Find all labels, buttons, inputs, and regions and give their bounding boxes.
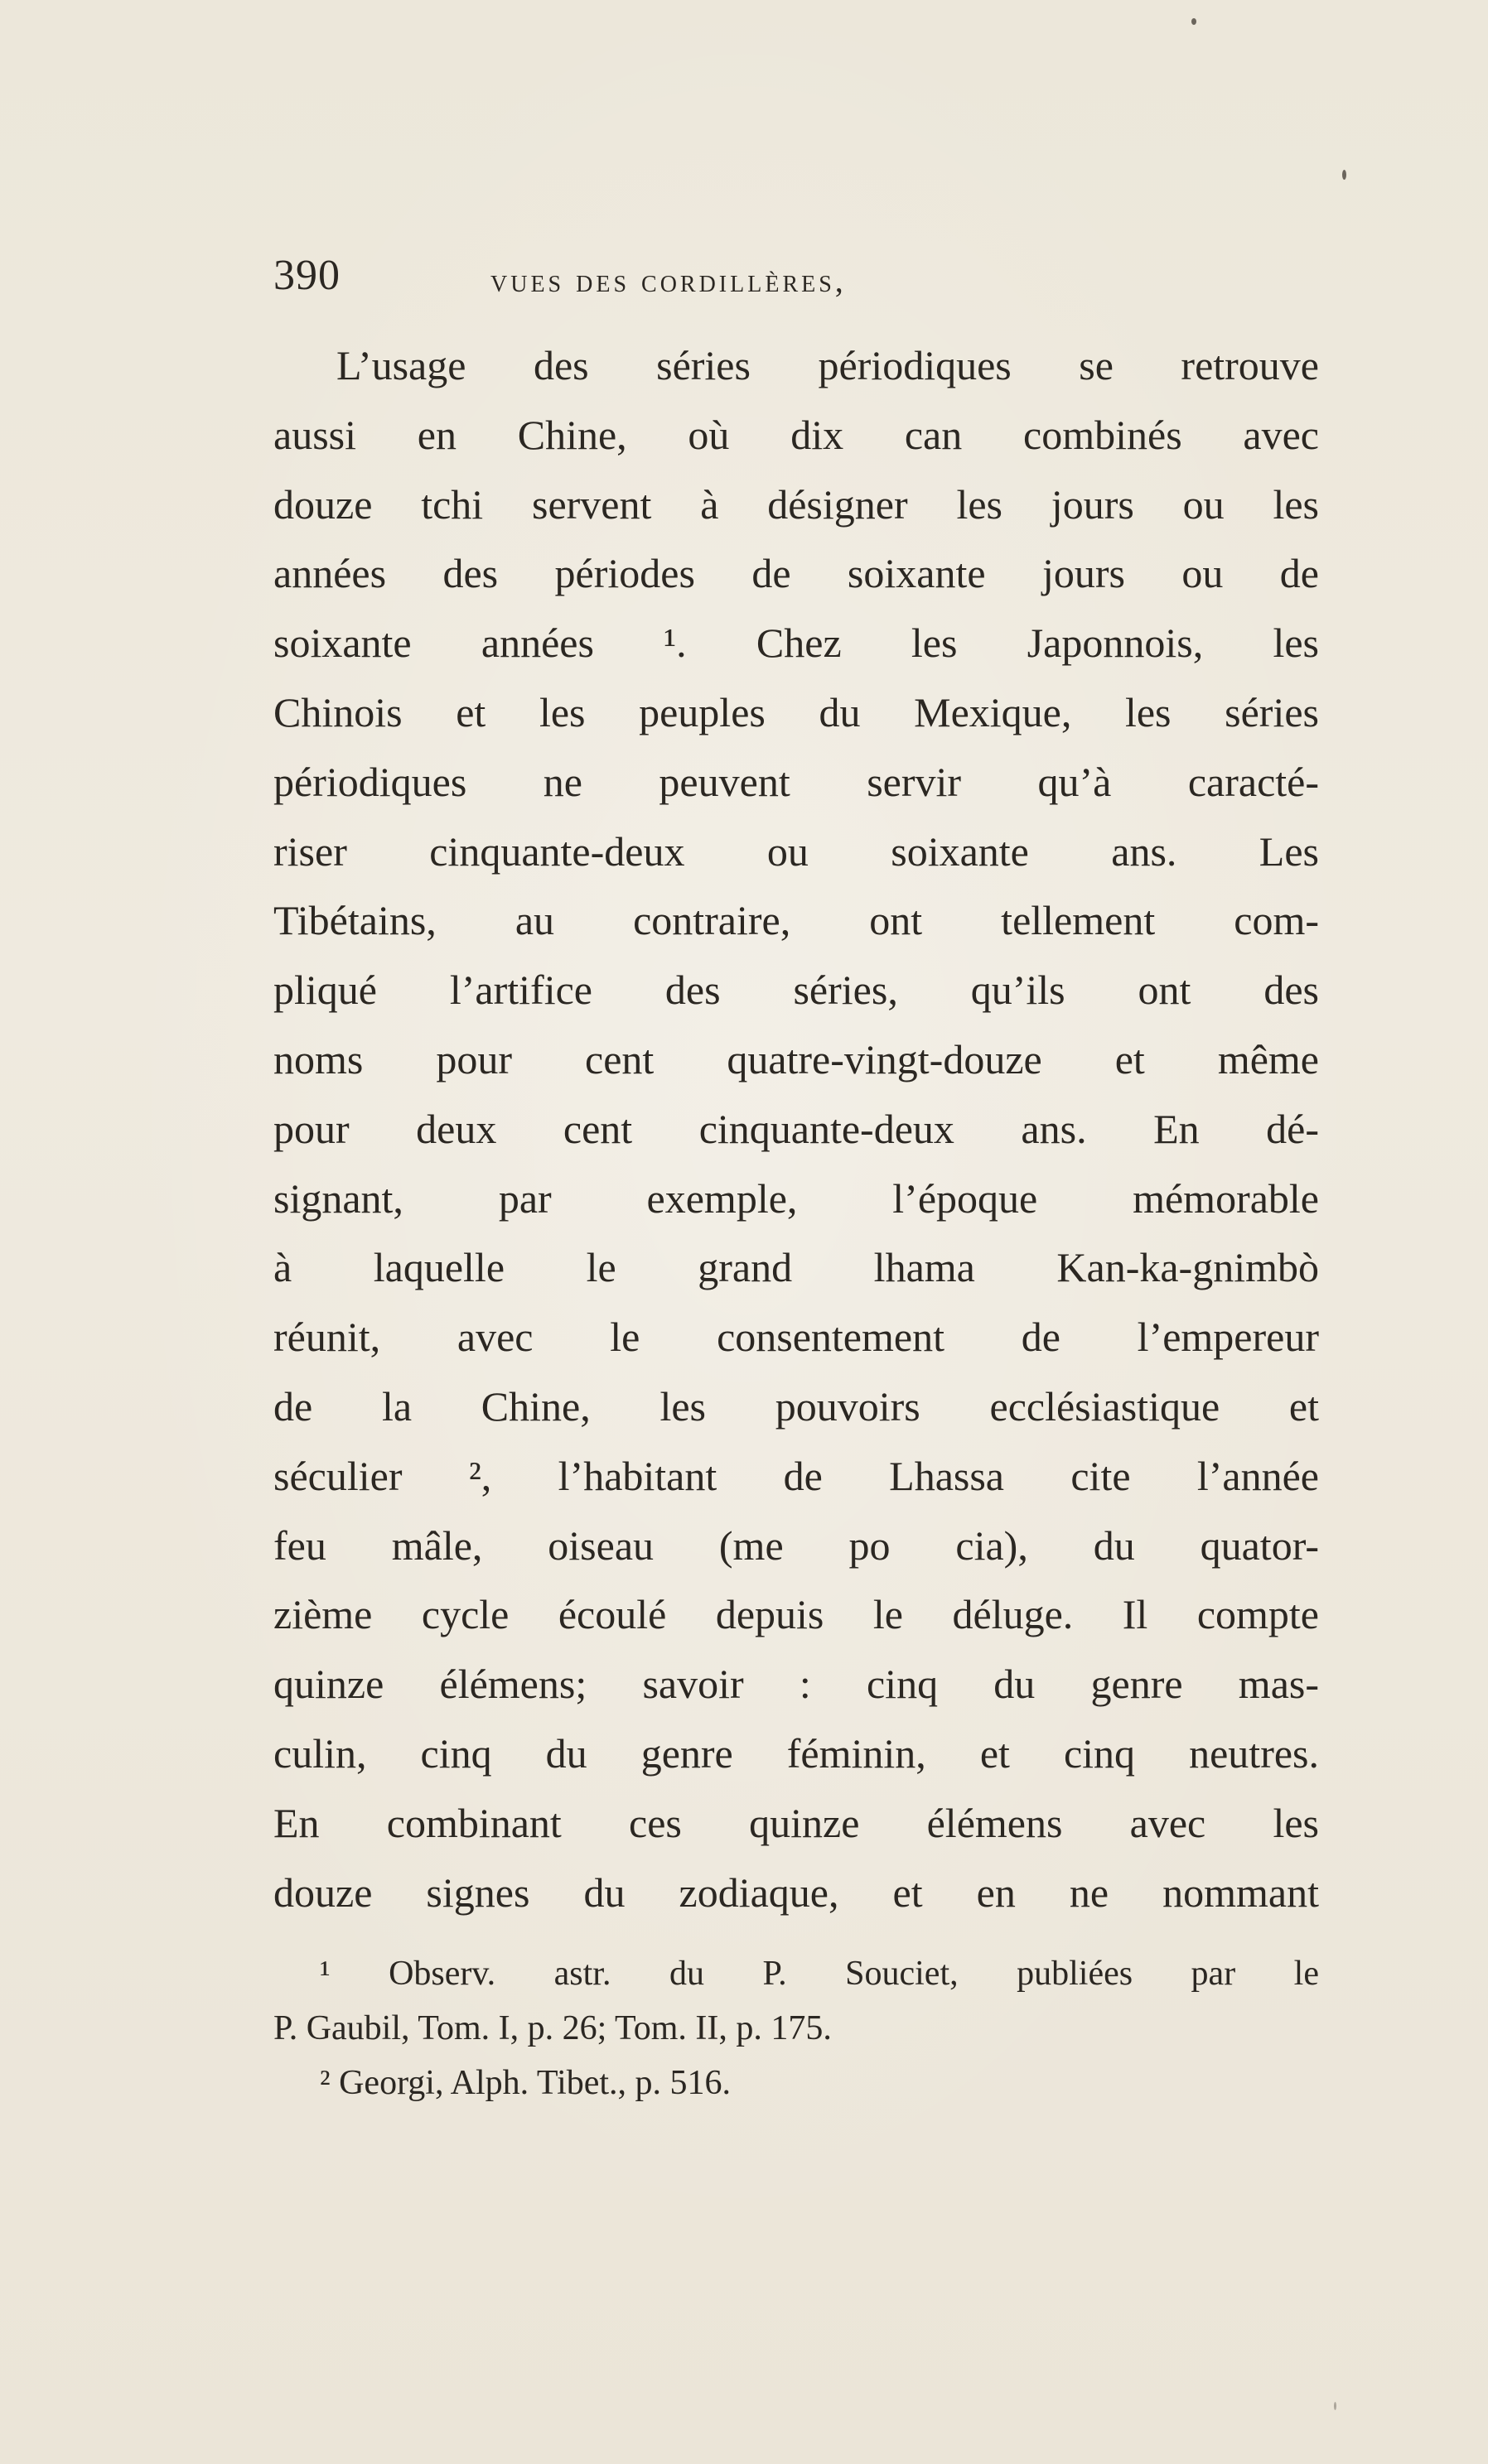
page-number: 390 [273,252,341,299]
paper-speck [1342,170,1346,180]
text-line: riser cinquante-deux ou soixante ans. Les [273,827,1319,875]
text-line: années des périodes de soixante jours ou de [273,550,1319,597]
text-line: zième cycle écoulé depuis le déluge. Il compte [273,1591,1319,1638]
footnote-line: ² Georgi, Alph. Tibet., p. 516. [320,2064,732,2102]
text-line: périodiques ne peuvent servir qu’à caracté- [273,758,1319,805]
text-line: soixante années ¹. Chez les Japonnois, les [273,620,1319,667]
text-line: quinze élémens; savoir : cinq du genre mas- [273,1661,1319,1708]
text-line: Chinois et les peuples du Mexique, les séries [273,688,1319,735]
running-title: vues des cordillères, [490,262,847,299]
footnote-line: P. Gaubil, Tom. I, p. 26; Tom. II, p. 175. [273,2009,832,2047]
paper-speck [1191,18,1196,25]
text-line: séculier ², l’habitant de Lhassa cite l’année [273,1452,1319,1499]
text-line: pour deux cent cinquante-deux ans. En dé- [273,1105,1319,1152]
text-line: à laquelle le grand lhama Kan-ka-gnimbò [273,1244,1319,1291]
text-line: En combinant ces quinze élémens avec les [273,1799,1319,1846]
footnotes [273,1946,1319,2110]
text-line: aussi en Chine, où dix can combinés avec [273,411,1319,458]
body-paragraph [273,331,1319,1927]
text-line: noms pour cent quatre-vingt-douze et même [273,1035,1319,1083]
text-line: culin, cinq du genre féminin, et cinq neutres. [273,1729,1319,1777]
paper-speck [1334,2402,1336,2410]
text-line: Tibétains, au contraire, ont tellement com- [273,897,1319,944]
footnote-line: ¹ Observ. astr. du P. Souciet, publiées par le [320,1955,1319,1993]
text-line: feu mâle, oiseau (me po cia), du quator- [273,1521,1319,1569]
page-header [273,251,1350,317]
text-line: pliqué l’artifice des séries, qu’ils ont des [273,967,1319,1014]
text-line: réunit, avec le consentement de l’empereur [273,1314,1319,1361]
text-line: de la Chine, les pouvoirs ecclésiastique et [273,1382,1319,1430]
text-line: douze signes du zodiaque, et en ne nommant [273,1868,1319,1916]
text-line: L’usage des séries périodiques se retrouve [336,342,1319,388]
text-line: signant, par exemple, l’époque mémorable [273,1174,1319,1222]
text-line: douze tchi servent à désigner les jours ou les [273,480,1319,528]
